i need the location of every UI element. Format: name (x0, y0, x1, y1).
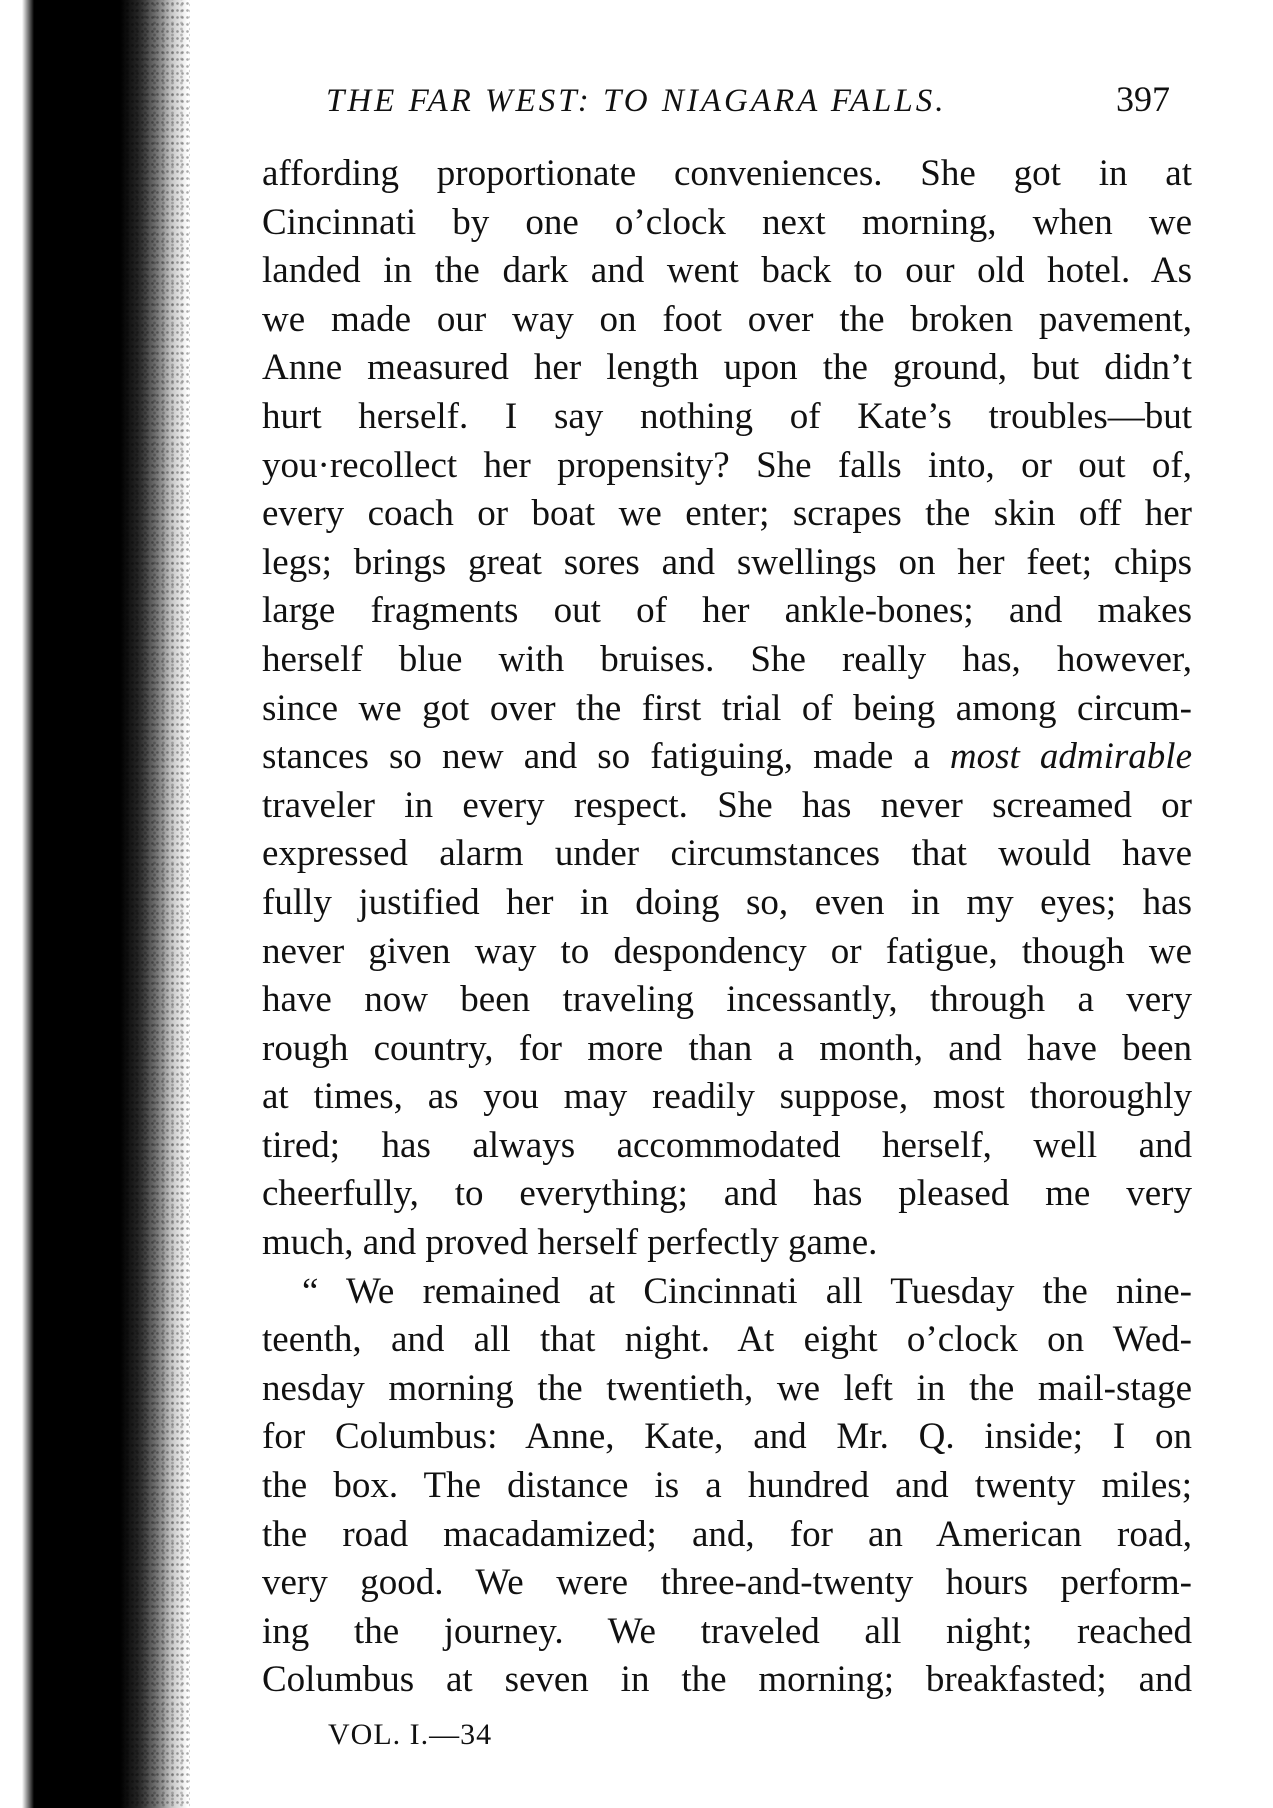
paragraph-start-line: “ We remained at Cincinnati all Tuesday the nine- (302, 1270, 1192, 1312)
text-line: for Columbus: Anne, Kate, and Mr. Q. inside; I on (262, 1416, 1192, 1458)
text-line: herself blue with bruises. She really has, however, (262, 638, 1192, 680)
signature-mark: VOL. I.—34 (328, 1718, 493, 1751)
text-line: at times, as you may readily suppose, most thoroughly (262, 1076, 1192, 1118)
text-line: traveler in every respect. She has never screamed or (262, 784, 1192, 826)
text-line: since we got over the first trial of being among circum- (262, 687, 1192, 729)
text-line: the box. The distance is a hundred and twenty miles; (262, 1465, 1192, 1507)
italic-phrase: most admirable (949, 736, 1192, 778)
book-page (262, 78, 1192, 1751)
text-line: rough country, for more than a month, and have been (262, 1027, 1192, 1069)
text-line: legs; brings great sores and swellings on her feet; chips (262, 541, 1192, 583)
body-text (262, 150, 1192, 1705)
text-line: tired; has always accommodated herself, well and (262, 1124, 1192, 1166)
text-line: have now been traveling incessantly, through a very (262, 979, 1192, 1021)
text-line: cheerfully, to everything; and has pleased me very (262, 1173, 1192, 1215)
gutter-speckle-texture (120, 0, 190, 1808)
text-line: nesday morning the twentieth, we left in the mail-stage (262, 1367, 1192, 1409)
text-line: the road macadamized; and, for an American road, (262, 1513, 1192, 1555)
text-line: large fragments out of her ankle-bones; and makes (262, 590, 1192, 632)
text-line: never given way to despondency or fatigue, though we (262, 930, 1192, 972)
text-line: Cincinnati by one o’clock next morning, when we (262, 201, 1192, 243)
text-line: Columbus at seven in the morning; breakfasted; and (262, 1659, 1192, 1701)
text-segment: stances so new and so fatiguing, made a (262, 736, 930, 778)
text-line-with-italic (262, 733, 1192, 782)
text-line: landed in the dark and went back to our old hotel. As (262, 250, 1192, 292)
text-line: hurt herself. I say nothing of Kate’s troubles—but (262, 395, 1192, 437)
text-line: you·recollect her propensity? She falls into, or out of, (262, 444, 1192, 486)
running-head (262, 78, 1192, 138)
running-title: THE FAR WEST: TO NIAGARA FALLS. (326, 83, 947, 119)
page-number: 397 (1116, 79, 1170, 119)
text-line: expressed alarm under circumstances that would have (262, 833, 1192, 875)
text-line: very good. We were three-and-twenty hours perform- (262, 1562, 1192, 1604)
text-line: we made our way on foot over the broken pavement, (262, 298, 1192, 340)
text-line: fully justified her in doing so, even in my eyes; has (262, 881, 1192, 923)
text-line: affording proportionate conveniences. She got in at (262, 153, 1192, 194)
text-line: teenth, and all that night. At eight o’clock on Wed- (262, 1319, 1192, 1361)
text-line: much, and proved herself perfectly game. (262, 1222, 878, 1264)
text-line: ing the journey. We traveled all night; reached (262, 1610, 1192, 1652)
text-line: every coach or boat we enter; scrapes the skin off her (262, 493, 1192, 535)
text-line: Anne measured her length upon the ground, but didn’t (262, 347, 1192, 389)
